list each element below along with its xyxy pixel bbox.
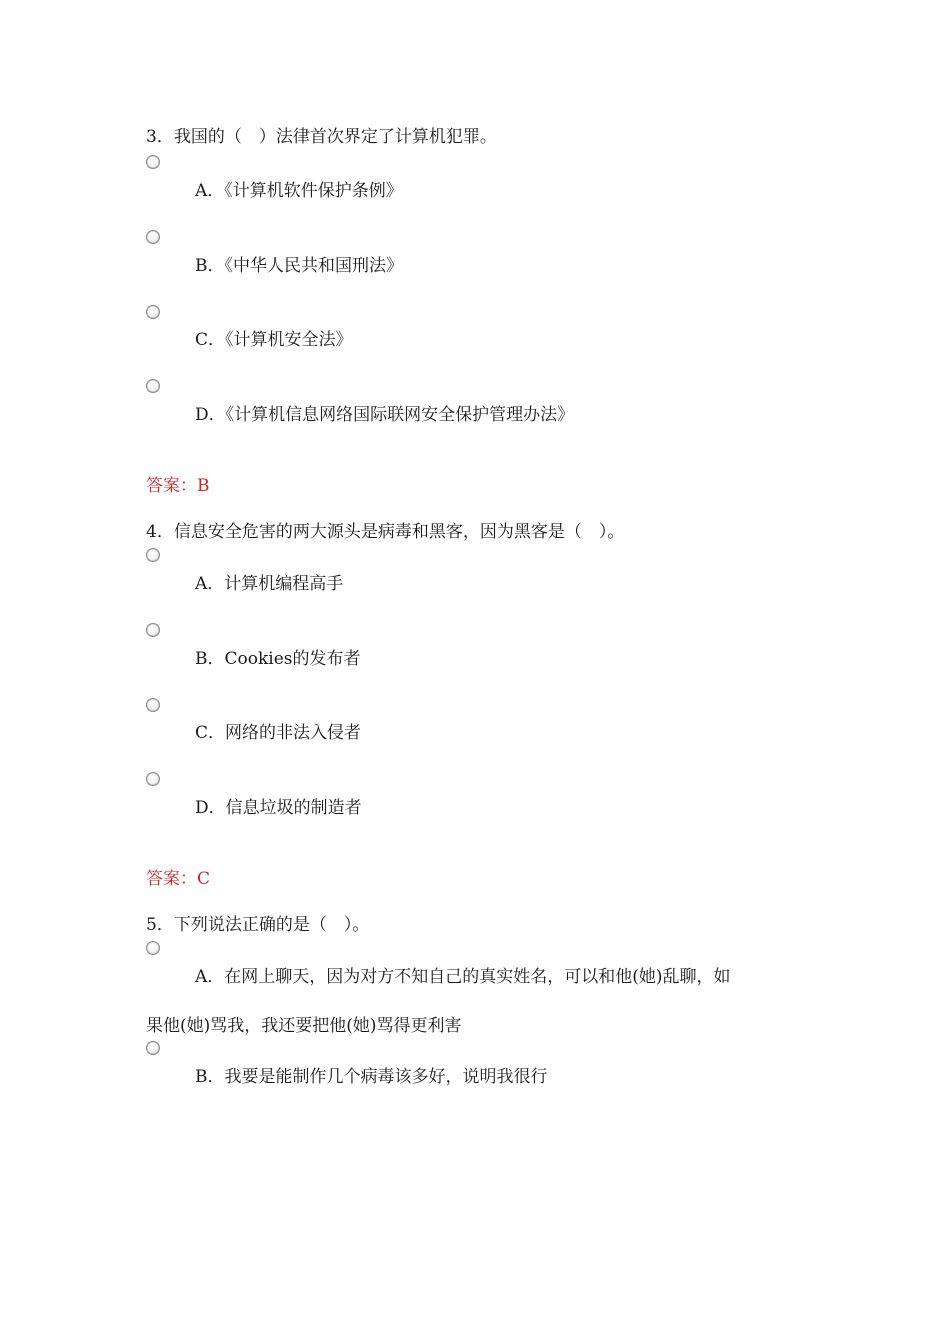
radio-q4-d[interactable] bbox=[146, 772, 160, 786]
question-3-stem: 3．我国的（ ）法律首次界定了计算机犯罪。 bbox=[146, 127, 497, 147]
radio-q5-b[interactable] bbox=[146, 1041, 160, 1055]
radio-q3-c[interactable] bbox=[146, 305, 160, 319]
question-5-option-b: B．我要是能制作几个病毒该多好，说明我很行 bbox=[195, 1067, 548, 1087]
question-3-option-d: D．《计算机信息网络国际联网安全保护管理办法》 bbox=[195, 405, 575, 425]
question-4-stem: 4．信息安全危害的两大源头是病毒和黑客，因为黑客是（ ）。 bbox=[146, 522, 625, 542]
radio-q5-a[interactable] bbox=[146, 941, 160, 955]
radio-q4-c[interactable] bbox=[146, 698, 160, 712]
question-3-answer: 答案：B bbox=[146, 476, 210, 496]
question-4-answer: 答案：C bbox=[146, 869, 211, 889]
radio-q3-a[interactable] bbox=[146, 155, 160, 169]
radio-q3-d[interactable] bbox=[146, 379, 160, 393]
question-3-option-c: C．《计算机安全法》 bbox=[195, 330, 353, 350]
radio-q4-a[interactable] bbox=[146, 548, 160, 562]
question-5-option-a: A．在网上聊天，因为对方不知自己的真实姓名，可以和他(她)乱聊，如 bbox=[195, 967, 731, 987]
question-4-option-b: B．Cookies的发布者 bbox=[195, 649, 361, 669]
question-4-option-c: C．网络的非法入侵者 bbox=[195, 723, 362, 743]
question-4-option-d: D．信息垃圾的制造者 bbox=[195, 798, 362, 818]
question-3-option-b: B．《中华人民共和国刑法》 bbox=[195, 256, 403, 276]
radio-q3-b[interactable] bbox=[146, 230, 160, 244]
question-5-stem: 5．下列说法正确的是（ ）。 bbox=[146, 915, 370, 935]
question-4-option-a: A．计算机编程高手 bbox=[195, 574, 344, 594]
question-5-option-a-continuation: 果他(她)骂我，我还要把他(她)骂得更利害 bbox=[146, 1016, 462, 1036]
question-3-option-a: A．《计算机软件保护条例》 bbox=[195, 181, 403, 201]
radio-q4-b[interactable] bbox=[146, 623, 160, 637]
